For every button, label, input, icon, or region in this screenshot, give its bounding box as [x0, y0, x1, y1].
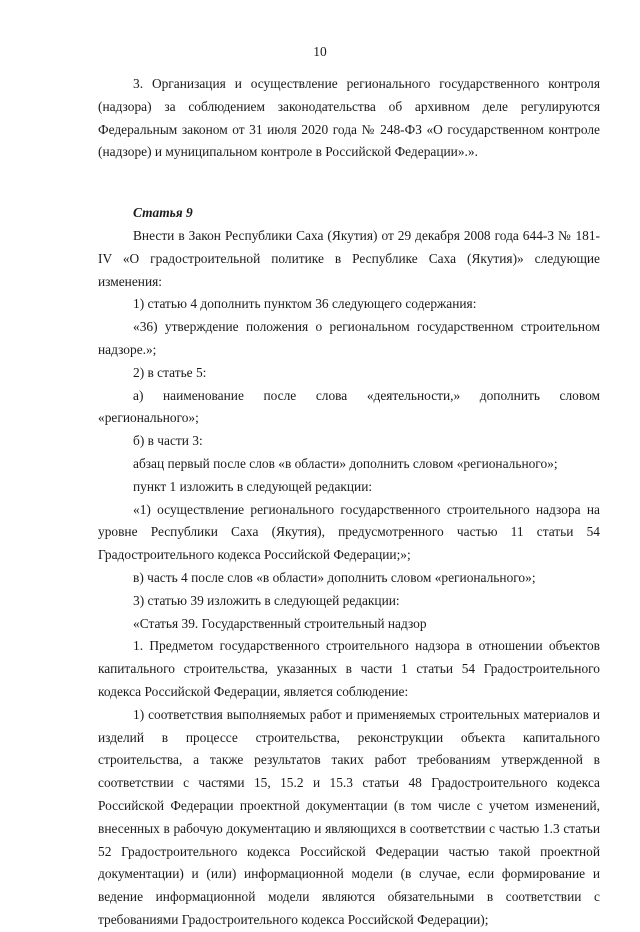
- paragraph-article-39-item-1: 1) соответствия выполняемых работ и применяемых строительных материалов и изделий в процессе строительства, реконструкции объекта капитального строительства, а также результатов таких работ требованиям утвержденной в соответствии с частями 15, 15.2 и 15.3 статьи 48 Градостроительного кодекса Российской Федерации проектной документации (в том числе с учетом изменений, внесенных в рабочую документацию и являющихся в соответствии с частью 1.3 статьи 52 Градостроительного кодекса Российской Федерации частью такой проектной документации) и (или) информационной модели (в случае, если формирование и ведение информационной модели являются обязательными в соответствии с требованиями Градостроительного кодекса Российской Федерации);: [98, 706, 600, 927]
- article-heading: Статья 9: [133, 205, 193, 221]
- paragraph-item-3: 3) статью 39 изложить в следующей редакции:: [133, 592, 400, 608]
- paragraph-punkt-1-intro: пункт 1 изложить в следующей редакции:: [133, 478, 373, 494]
- paragraph-item-2b: б) в части 3:: [133, 433, 203, 449]
- paragraph-archive-control: 3. Организация и осуществление регионального государственного контроля (надзора) за соблюдением законодательства об архивном деле регулируются Федеральным законом от 31 июля 2020 года № 248-ФЗ «О государственном контроле (надзоре) и муниципальном контроле в Российской Федерации».».: [98, 76, 600, 160]
- paragraph-item-1: 1) статью 4 дополнить пунктом 36 следующего содержания:: [133, 296, 477, 312]
- paragraph-article-39-part-1: 1. Предметом государственного строительного надзора в отношении объектов капитального строительства, указанных в части 1 статьи 54 Градостроительного кодекса Российской Федерации, является соблюдение:: [98, 638, 600, 699]
- document-body: [98, 73, 600, 932]
- section-spacer: [98, 164, 600, 202]
- paragraph-item-2v: в) часть 4 после слов «в области» дополнить словом «регионального»;: [133, 569, 536, 585]
- paragraph-article-39-title: «Статья 39. Государственный строительный надзор: [133, 615, 427, 631]
- paragraph-item-36: «36) утверждение положения о региональном государственном строительном надзоре.»;: [98, 319, 600, 357]
- paragraph-amend-law: Внести в Закон Республики Саха (Якутия) от 29 декабря 2008 года 644-З № 181-IV «О градостроительной политике в Республике Саха (Якутия)» следующие изменения:: [98, 227, 600, 289]
- paragraph-item-2a: а) наименование после слова «деятельности,» дополнить словом «регионального»;: [98, 387, 600, 426]
- paragraph-abzac-first: абзац первый после слов «в области» дополнить словом «регионального»;: [133, 455, 558, 471]
- page-number: 10: [313, 44, 327, 59]
- paragraph-punkt-1-text: «1) осуществление регионального государственного строительного надзора на уровне Республики Саха (Якутия), предусмотренного частью 11 статьи 54 Градостроительного кодекса Российской Федерации;»;: [98, 501, 600, 563]
- paragraph-item-2: 2) в статье 5:: [133, 364, 207, 380]
